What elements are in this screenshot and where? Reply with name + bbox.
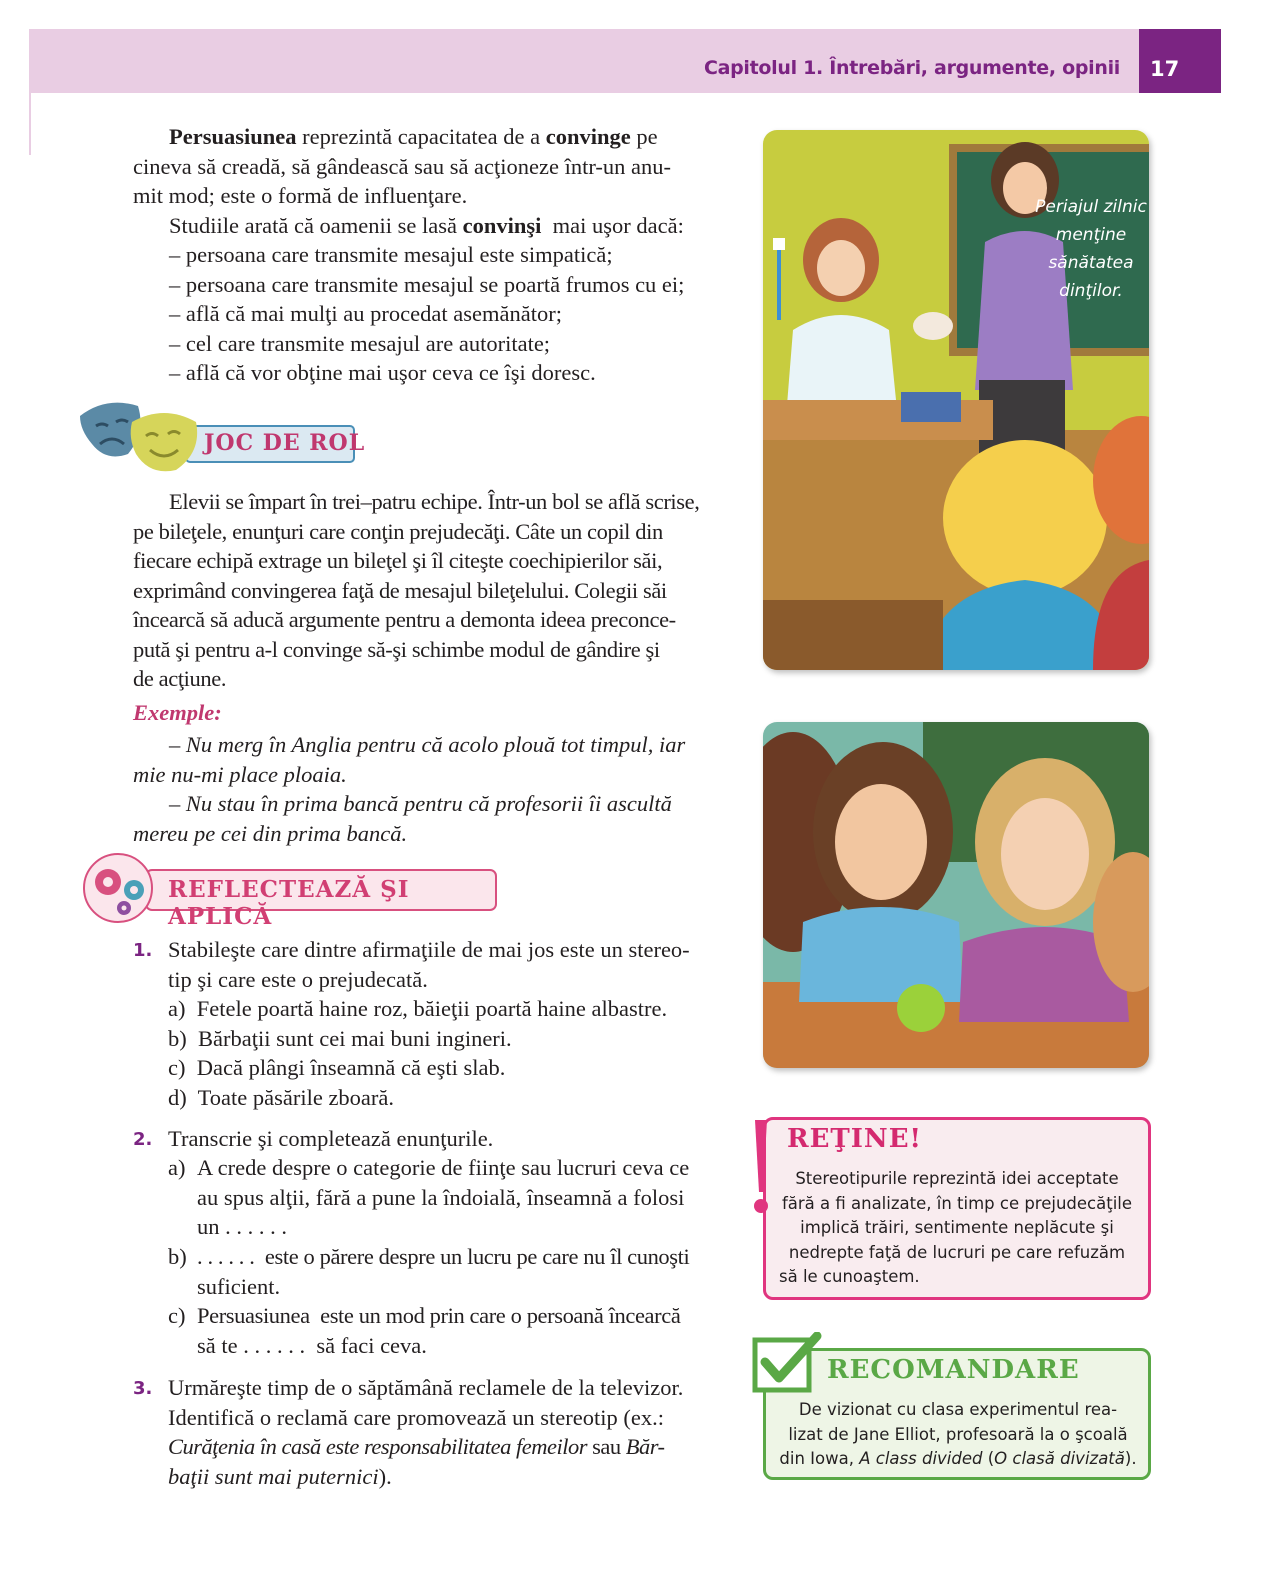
side-rule xyxy=(29,93,31,155)
joc-paragraph xyxy=(133,487,732,694)
recomandare-line: din Iowa, A class divided (O clasă divizată). xyxy=(779,1449,1137,1468)
intro-line-4: Studiile arată că oamenii se lasă convinşi mai uşor dacă: xyxy=(169,212,684,238)
list-item: – află că vor obţine mai uşor ceva ce îşi doresc. xyxy=(169,360,596,385)
question-line: Urmăreşte timp de o săptămână reclamele de la televizor. xyxy=(168,1375,684,1400)
recomandare-line: lizat de Jane Elliot, profesoară la o şcoală xyxy=(788,1424,1128,1444)
retine-line: să le cunoaştem. xyxy=(779,1267,920,1286)
option-a: a) Fetele poartă haine roz, băieţii poartă haine albastre. xyxy=(168,996,668,1021)
option-line: suficient. xyxy=(197,1273,281,1299)
option-line: să te . . . . . . să faci ceva. xyxy=(197,1332,427,1358)
joc-line: încearcă să aducă argumente pentru a demonta ideea preconce- xyxy=(133,607,676,632)
intro-line-1: Persuasiunea reprezintă capacitatea de a convinge pe xyxy=(169,124,658,149)
reflecteaza-title: REFLECTEAZĂ ŞI APLICĂ xyxy=(168,876,410,930)
list-item: – cel care transmite mesajul are autoritate; xyxy=(169,330,551,356)
joc-line: Elevii se împart în trei–patru echipe. Într-un bol se află scrise, xyxy=(169,489,700,514)
option-line: . . . . . . este o părere despre un lucru pe care nu îl cunoşti xyxy=(197,1244,690,1269)
option-b: b) Bărbaţii sunt cei mai buni ingineri. xyxy=(168,1025,512,1051)
question-line: Transcrie şi completează enunţurile. xyxy=(168,1126,494,1151)
reflecteaza-banner xyxy=(80,852,500,930)
joc-line: exprimând convingerea faţă de mesajul bileţelului. Colegii săi xyxy=(133,577,667,603)
board-text: dinţilor. xyxy=(1059,281,1123,301)
page-number: 17 xyxy=(1150,57,1180,81)
option-c-text xyxy=(197,1301,732,1360)
question-number: 1. xyxy=(133,940,153,961)
option-c: c) Dacă plângi înseamnă că eşti slab. xyxy=(168,1055,506,1080)
joc-de-rol-banner xyxy=(76,392,366,476)
classroom-illustration xyxy=(763,130,1149,670)
classroom-cartoon-icon xyxy=(763,130,1149,670)
example-line: – Nu merg în Anglia pentru că acolo plouă tot timpul, iar xyxy=(169,732,686,757)
intro-line-3: mit mod; este o formă de influenţare. xyxy=(133,183,468,208)
retine-line: nedrepte faţă de lucruri pe care refuzăm xyxy=(788,1242,1126,1262)
exclamation-icon xyxy=(753,1120,769,1216)
question-number: 2. xyxy=(133,1129,153,1150)
intro-paragraph xyxy=(133,122,732,388)
question-number: 3. xyxy=(133,1378,153,1399)
retine-line: implică trăiri, sentimente neplăcute şi xyxy=(800,1218,1114,1237)
list-item: – persoana care transmite mesajul se poartă frumos cu ei; xyxy=(169,271,685,297)
joc-de-rol-title: JOC DE ROL xyxy=(204,430,366,456)
question-2 xyxy=(168,1124,732,1154)
option-label: c) xyxy=(168,1303,186,1328)
recomandare-text xyxy=(772,1398,1144,1472)
example-line: mie nu-mi place ploaia. xyxy=(133,761,347,787)
examples-heading: Exemple: xyxy=(133,700,222,725)
joc-line: fiecare echipă extrage un bileţel şi îl citeşte coechipierilor săi, xyxy=(133,548,663,573)
checkmark-icon xyxy=(751,1332,823,1394)
question-line: Curăţenia în casă este responsabilitatea femeilor sau Băr- xyxy=(168,1434,665,1459)
option-line: au spus alţii, fără a pune la îndoială, înseamnă a folosi xyxy=(197,1184,685,1210)
examples-text xyxy=(133,730,732,848)
children-photo-icon xyxy=(763,722,1149,1068)
question-line: tip şi care este o prejudecată. xyxy=(168,966,428,992)
children-photo xyxy=(763,722,1149,1068)
question-line: Identifică o reclamă care promovează un stereotip (ex.: xyxy=(168,1404,664,1430)
joc-line: pe bileţele, enunţuri care conţin prejudecăţi. Câte un copil din xyxy=(133,518,663,544)
option-line: un . . . . . . xyxy=(197,1214,287,1239)
joc-line: de acţiune. xyxy=(133,666,227,691)
board-text: Periajul zilnic xyxy=(1035,197,1147,217)
option-d: d) Toate păsările zboară. xyxy=(168,1084,395,1110)
question-1 xyxy=(168,935,732,1112)
retine-title: REŢINE! xyxy=(787,1124,922,1154)
option-line: Persuasiunea este un mod prin care o persoană încearcă xyxy=(197,1303,681,1328)
option-label: a) xyxy=(168,1155,186,1180)
intro-line-2: cineva să creadă, să gândească sau să acţioneze într-un anu- xyxy=(133,153,672,179)
option-b-text xyxy=(197,1242,732,1301)
retine-line: Stereotipurile reprezintă idei acceptate xyxy=(795,1169,1119,1188)
recomandare-line: De vizionat cu clasa experimentul rea- xyxy=(798,1400,1118,1419)
board-text: menţine xyxy=(1055,225,1127,245)
question-line: baţii sunt mai puternici). xyxy=(168,1463,392,1489)
example-line: – Nu stau în prima bancă pentru că profesorii îi ascultă xyxy=(169,791,672,816)
joc-line: pută şi pentru a-l convinge să-şi schimbe modul de gândire şi xyxy=(133,636,660,662)
chapter-title: Capitolul 1. Întrebări, argumente, opinii xyxy=(703,57,1120,79)
example-line: mereu pe cei din prima bancă. xyxy=(133,820,408,846)
question-3 xyxy=(168,1373,732,1491)
question-line: Stabileşte care dintre afirmaţiile de mai jos este un stereo- xyxy=(168,937,690,962)
option-label: b) xyxy=(168,1244,187,1269)
recomandare-title: RECOMANDARE xyxy=(827,1355,1080,1385)
board-text: sănătatea xyxy=(1048,253,1134,273)
list-item: – află că mai mulţi au procedat asemănător; xyxy=(169,301,562,326)
option-a-text xyxy=(197,1153,732,1242)
list-item: – persoana care transmite mesajul este simpatică; xyxy=(169,242,613,267)
option-line: A crede despre o categorie de fiinţe sau lucruri ceva ce xyxy=(197,1155,690,1180)
retine-text xyxy=(775,1167,1139,1290)
retine-line: fără a fi analizate, în timp ce prejudecăţile xyxy=(781,1193,1133,1213)
